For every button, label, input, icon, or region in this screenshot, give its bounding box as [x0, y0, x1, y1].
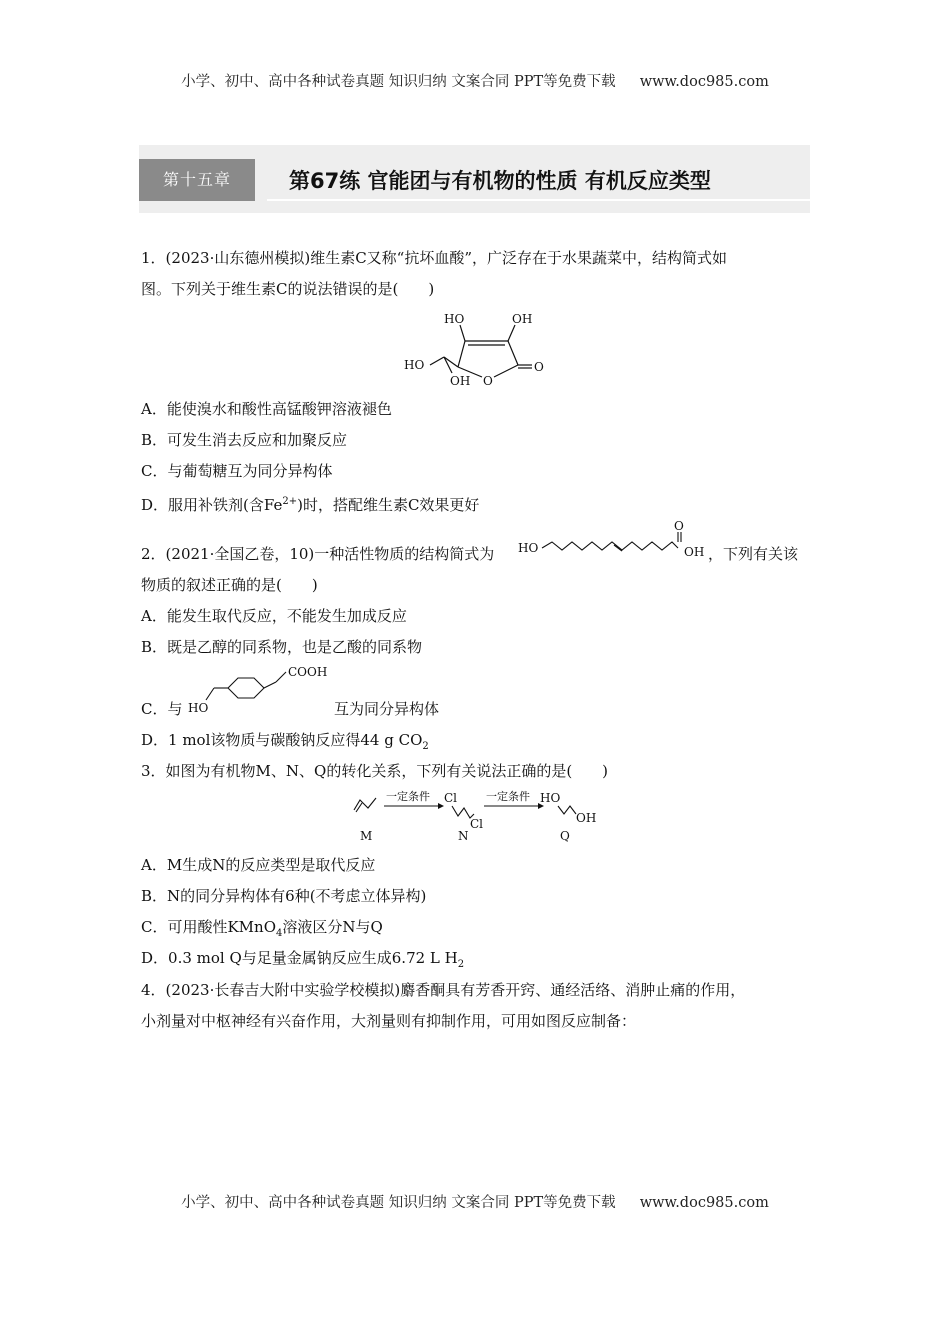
question-3-option-d-pre: D．0.3 mol Q与足量金属钠反应生成6.72 L H [141, 949, 458, 967]
q3-condition-1: 一定条件 [386, 790, 430, 803]
question-2-option-c-structure [184, 660, 334, 716]
question-4-stem-line2: 小剂量对中枢神经有兴奋作用，大剂量则有抑制作用，可用如图反应制备： [141, 1012, 637, 1030]
question-1-stem-line1: 1．(2023·山东德州模拟)维生素C又称“抗坏血酸”，广泛存在于水果蔬菜中，结构简式如 [141, 249, 728, 267]
header-site[interactable]: www.doc985.com [639, 74, 769, 90]
page-footer [0, 1191, 950, 1212]
question-2-stem-line1: 2．(2021·全国乙卷，10)一种活性物质的结构简式为 [141, 545, 495, 563]
question-3-option-c-post: 溶液区分N与Q [282, 918, 383, 936]
question-2-option-c-post: 互为同分异构体 [334, 700, 440, 718]
page-header [0, 70, 950, 91]
question-1-stem-line2: 图。下列关于维生素C的说法错误的是( ) [141, 280, 435, 298]
banner-divider [267, 199, 810, 201]
q2-carbonyl-o: O [674, 519, 684, 533]
vc-oh-top-right: OH [512, 312, 533, 326]
question-2-option-b[interactable]: B．既是乙醇的同系物，也是乙酸的同系物 [141, 638, 423, 656]
vc-ring-o: O [483, 374, 493, 388]
q2c-cooh: COOH [288, 665, 328, 679]
question-1-option-b[interactable]: B．可发生消去反应和加聚反应 [141, 431, 348, 449]
question-2-stem-line1-end: ，下列有关该 [708, 545, 799, 563]
vc-oh-top-left: HO [444, 312, 465, 326]
question-4-stem-line1: 4．(2023·长春吉大附中实验学校模拟)麝香酮具有芳香开窍、通经活络、消肿止痛的作用， [141, 981, 746, 999]
question-3-option-d-sub: 2 [457, 959, 465, 970]
q3-q-ho: HO [540, 791, 561, 805]
q2-ho: HO [518, 541, 539, 555]
vc-oh-bottom: OH [450, 374, 471, 388]
vitamin-c-structure [400, 305, 560, 393]
question-3-stem: 3．如图为有机物M、N、Q的转化关系，下列有关说法正确的是( ) [141, 762, 609, 780]
question-3-option-c[interactable] [141, 916, 383, 945]
question-2-option-c[interactable] [141, 698, 182, 720]
question-2-option-c-pre: C．与 [141, 700, 183, 718]
question-1-stem [141, 247, 811, 300]
question-3-option-a[interactable]: A．M生成N的反应类型是取代反应 [141, 856, 376, 874]
chapter-label: 第十五章 [139, 159, 255, 201]
q2c-ho: HO [188, 701, 209, 715]
question-2-structure [518, 518, 718, 564]
question-1-option-d-sup: 2+ [282, 496, 298, 507]
q3-label-q: Q [560, 829, 570, 843]
question-2-option-d[interactable] [141, 729, 429, 758]
question-1-option-c[interactable]: C．与葡萄糖互为同分异构体 [141, 462, 333, 480]
question-3-scheme [350, 788, 610, 850]
q3-n-cl1: Cl [444, 791, 458, 805]
question-1-option-d-pre: D．服用补铁剂(含Fe [141, 496, 283, 514]
q3-n-cl2: Cl [470, 817, 484, 831]
footer-text: 小学、初中、高中各种试卷真题 知识归纳 文案合同 PPT等免费下载 [181, 1195, 616, 1211]
header-text: 小学、初中、高中各种试卷真题 知识归纳 文案合同 PPT等免费下载 [181, 74, 616, 90]
vc-ho-left: HO [404, 358, 425, 372]
question-2-stem-line2: 物质的叙述正确的是( ) [141, 576, 318, 594]
question-3-option-c-sub: 4 [276, 928, 283, 939]
question-3-option-b[interactable]: B．N的同分异构体有6种(不考虑立体异构) [141, 887, 427, 905]
question-2-option-d-pre: D．1 mol该物质与碳酸钠反应得44 g CO [141, 731, 423, 749]
question-2-option-d-sub: 2 [422, 741, 429, 752]
question-1-option-d-post: )时，搭配维生素C效果更好 [297, 496, 480, 514]
page-title: 第67练 官能团与有机物的性质 有机反应类型 [289, 169, 711, 193]
chapter-banner [139, 145, 810, 213]
vc-carbonyl-o: O [534, 360, 544, 374]
footer-site[interactable]: www.doc985.com [639, 1195, 769, 1211]
q3-condition-2: 一定条件 [486, 790, 530, 803]
question-4-stem [141, 979, 811, 1032]
q3-q-oh: OH [576, 811, 597, 825]
question-3-option-d[interactable] [141, 947, 464, 976]
question-2-option-a[interactable]: A．能发生取代反应，不能发生加成反应 [141, 607, 407, 625]
q3-label-m: M [360, 829, 373, 843]
question-1-option-a[interactable]: A．能使溴水和酸性高锰酸钾溶液褪色 [141, 400, 392, 418]
q2-oh: OH [684, 545, 705, 559]
question-1-option-d[interactable] [141, 491, 479, 516]
question-3-option-c-pre: C．可用酸性KMnO [141, 918, 277, 936]
q3-label-n: N [458, 829, 469, 843]
